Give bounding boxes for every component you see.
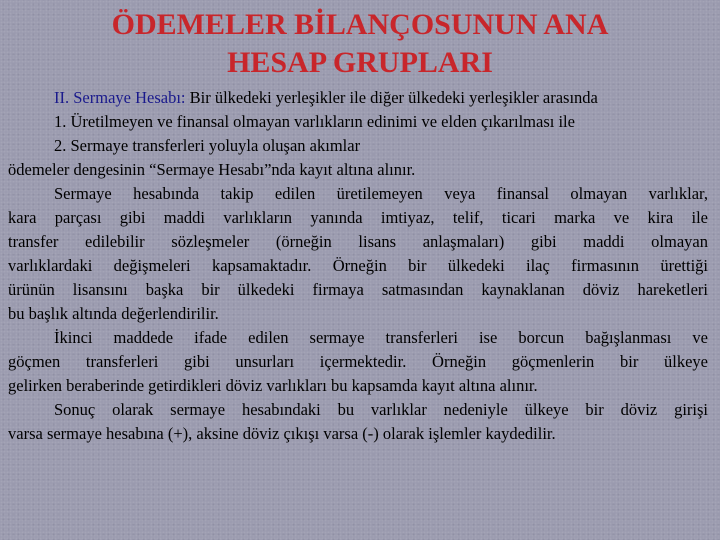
slide-body — [8, 86, 708, 446]
p4-line-1: Sonuç olarak sermaye hesabındaki bu varlıklar nedeniyle ülkeye bir döviz girişi — [54, 400, 708, 419]
p3-line-1: İkinci maddede ifade edilen sermaye transferleri ise borcun bağışlanması ve — [54, 328, 708, 347]
p2-line-2: kara parçası gibi maddi varlıkların yanında imtiyaz, telif, ticari marka ve kira ile — [8, 208, 708, 227]
p1-line-2: 1. Üretilmeyen ve finansal olmayan varlıkların edinimi ve elden çıkarılması ile — [54, 112, 575, 131]
p2-line-4: varlıklardaki değişmeleri kapsamaktadır. Örneğin bir ülkedeki ilaç firmasının ürettiği — [8, 256, 708, 275]
p1-line-1-text: Bir ülkedeki yerleşikler ile diğer ülkedeki yerleşikler arasında — [185, 88, 598, 107]
p1-line-3: 2. Sermaye transferleri yoluyla oluşan akımlar — [54, 136, 361, 155]
p1-line-1 — [8, 86, 708, 110]
title-line-2: HESAP GRUPLARI — [227, 46, 493, 79]
p3-line-3: gelirken beraberinde getirdikleri döviz varlıkları bu kapsamda kayıt altına alınır. — [8, 376, 538, 395]
p2-line-6: bu başlık altında değerlendirilir. — [8, 304, 219, 323]
p2-line-3: transfer edilebilir sözleşmeler (örneğin lisans anlaşmaları) gibi maddi olmayan — [8, 232, 708, 251]
p2-line-1: Sermaye hesabında takip edilen üretilemeyen veya finansal olmayan varlıklar, — [54, 184, 708, 203]
p2-line-5: ürünün lisansını başka bir ülkedeki firmaya satmasından kaynaklanan döviz hareketleri — [8, 280, 708, 299]
capital-account-label: II. Sermaye Hesabı: — [54, 88, 186, 107]
p4-line-2: varsa sermaye hesabına (+), aksine döviz çıkışı varsa (-) olarak işlemler kaydedilir. — [8, 424, 556, 443]
p3-line-2: göçmen transferleri gibi unsurları içermektedir. Örneğin göçmenlerin bir ülkeye — [8, 352, 708, 371]
slide-title — [60, 6, 660, 82]
title-line-1: ÖDEMELER BİLANÇOSUNUN ANA — [111, 8, 609, 41]
p1-line-4: ödemeler dengesinin “Sermaye Hesabı”nda kayıt altına alınır. — [8, 160, 416, 179]
